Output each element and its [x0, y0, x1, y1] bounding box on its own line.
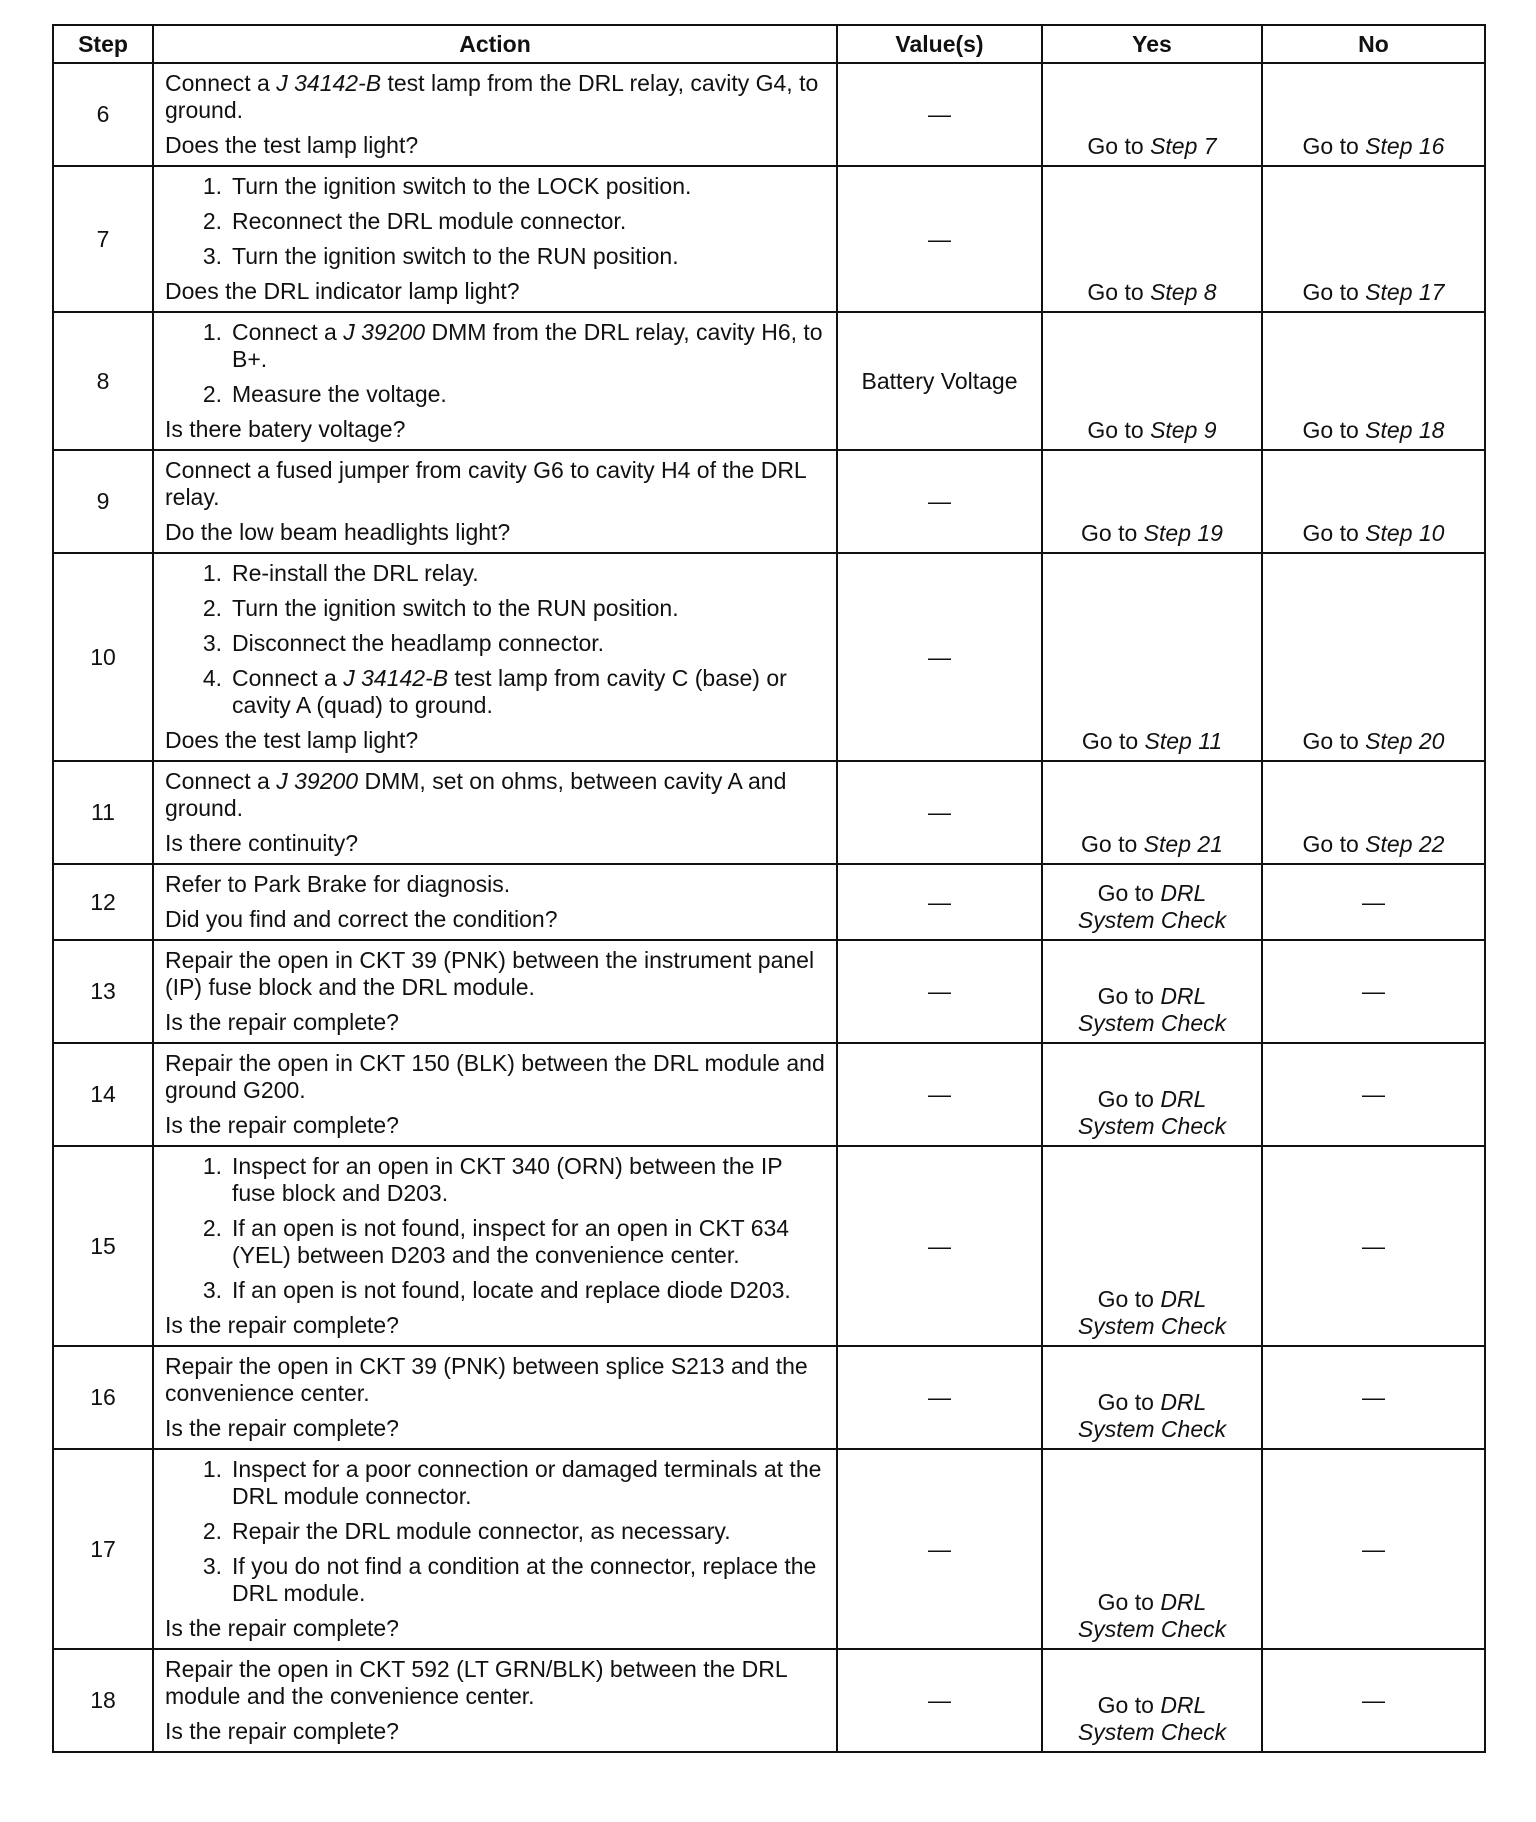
step-number: 18 [53, 1649, 153, 1752]
italic-reference: DRL [1160, 1389, 1207, 1415]
list-text [232, 630, 828, 657]
text-segment: Go to [1097, 1692, 1161, 1718]
italic-reference: DRL [1160, 1086, 1207, 1112]
value-cell: Battery Voltage [837, 312, 1042, 450]
step-number: 7 [53, 166, 153, 312]
italic-reference: System Check [1077, 1313, 1227, 1339]
no-cell: — [1262, 864, 1485, 940]
action-cell [153, 1043, 837, 1146]
text-segment: Go to [1302, 728, 1366, 754]
action-cell [153, 312, 837, 450]
text-segment: Turn the ignition switch to the RUN position. [232, 595, 679, 621]
text-segment: Re-install the DRL relay. [232, 560, 479, 586]
list-text [232, 595, 828, 622]
italic-reference: J 34142-B [343, 665, 449, 691]
step-number: 10 [53, 553, 153, 761]
list-number: 3. [202, 1277, 222, 1303]
text-segment: test lamp from the DRL relay, cavity G4, to ground. [165, 70, 819, 123]
italic-reference: DRL [1160, 983, 1207, 1009]
list-number: 1. [202, 1456, 222, 1482]
list-text [232, 208, 828, 235]
action-question: Is the repair complete? [165, 1415, 399, 1441]
no-cell: — [1262, 940, 1485, 1043]
action-question: Is the repair complete? [165, 1718, 399, 1744]
value-cell: — [837, 450, 1042, 553]
action-question: Do the low beam headlights light? [165, 519, 511, 545]
text-segment: Go to [1097, 1589, 1161, 1615]
list-number: 1. [202, 319, 222, 345]
text-segment: Connect a [165, 70, 277, 96]
action-line [165, 70, 828, 124]
action-question: Is there continuity? [165, 830, 359, 856]
list-text [232, 173, 828, 200]
action-question: Is the repair complete? [165, 1312, 399, 1338]
action-list-item [165, 173, 828, 200]
header-values: Value(s) [837, 25, 1042, 63]
text-segment: Go to [1087, 417, 1151, 443]
italic-reference: J 34142-B [276, 70, 382, 96]
text-segment: Repair the open in CKT 39 (PNK) between the instrument panel (IP) fuse block and the DRL module. [165, 947, 815, 1000]
text-segment: Go to [1081, 728, 1145, 754]
table-row [53, 761, 1485, 864]
list-text [232, 560, 828, 587]
list-number: 1. [202, 1153, 222, 1179]
value-cell: — [837, 1146, 1042, 1346]
value-cell: — [837, 1346, 1042, 1449]
action-question: Is the repair complete? [165, 1615, 399, 1641]
text-segment: Inspect for a poor connection or damaged terminals at the DRL module connector. [232, 1456, 822, 1509]
action-cell [153, 450, 837, 553]
action-line [165, 947, 828, 1001]
step-number: 13 [53, 940, 153, 1043]
action-cell [153, 63, 837, 166]
text-segment: Turn the ignition switch to the LOCK position. [232, 173, 692, 199]
action-list-item [165, 1456, 828, 1510]
action-question: Did you find and correct the condition? [165, 906, 558, 932]
table-row [53, 864, 1485, 940]
text-segment: Go to [1087, 279, 1151, 305]
yes-cell [1042, 940, 1262, 1043]
table-row [53, 940, 1485, 1043]
no-cell [1262, 553, 1485, 761]
header-no: No [1262, 25, 1485, 63]
italic-reference: System Check [1077, 907, 1227, 933]
action-question: Is the repair complete? [165, 1009, 399, 1035]
table-row [53, 553, 1485, 761]
list-number: 2. [202, 208, 222, 234]
italic-reference: Step 22 [1365, 831, 1445, 857]
text-segment: Go to [1097, 1286, 1161, 1312]
table-body [53, 63, 1485, 1752]
action-cell [153, 1146, 837, 1346]
text-segment: Connect a [165, 768, 277, 794]
list-number: 3. [202, 243, 222, 269]
list-text [232, 1553, 828, 1607]
list-number: 1. [202, 560, 222, 586]
text-segment: Go to [1087, 133, 1151, 159]
step-number: 17 [53, 1449, 153, 1649]
text-segment: Connect a [232, 319, 344, 345]
italic-reference: Step 11 [1144, 728, 1223, 754]
no-cell [1262, 166, 1485, 312]
value-cell: — [837, 864, 1042, 940]
yes-cell [1042, 864, 1262, 940]
value-cell: — [837, 761, 1042, 864]
diagnostic-table-page [52, 24, 1484, 1753]
italic-reference: Step 18 [1365, 417, 1445, 443]
list-number: 3. [202, 630, 222, 656]
yes-cell [1042, 312, 1262, 450]
text-segment: Connect a [232, 665, 344, 691]
value-cell: — [837, 553, 1042, 761]
table-row [53, 1449, 1485, 1649]
action-list-item [165, 1553, 828, 1607]
text-segment: Repair the DRL module connector, as necessary. [232, 1518, 731, 1544]
action-line [165, 871, 828, 898]
action-cell [153, 166, 837, 312]
italic-reference: System Check [1077, 1416, 1227, 1442]
header-step: Step [53, 25, 153, 63]
italic-reference: Step 19 [1143, 520, 1223, 546]
table-row [53, 166, 1485, 312]
text-segment: Reconnect the DRL module connector. [232, 208, 627, 234]
action-list-item [165, 208, 828, 235]
text-segment: Connect a fused jumper from cavity G6 to cavity H4 of the DRL relay. [165, 457, 806, 510]
list-text [232, 319, 828, 373]
table-row [53, 1346, 1485, 1449]
step-number: 6 [53, 63, 153, 166]
text-segment: Go to [1097, 1389, 1161, 1415]
action-line [165, 457, 828, 511]
text-segment: If you do not find a condition at the connector, replace the DRL module. [232, 1553, 817, 1606]
no-cell: — [1262, 1346, 1485, 1449]
yes-cell [1042, 63, 1262, 166]
action-cell [153, 1346, 837, 1449]
text-segment: Go to [1302, 279, 1366, 305]
text-segment: Go to [1097, 1086, 1161, 1112]
italic-reference: Step 17 [1365, 279, 1445, 305]
yes-cell [1042, 1449, 1262, 1649]
text-segment: Go to [1097, 880, 1161, 906]
text-segment: Repair the open in CKT 39 (PNK) between splice S213 and the convenience center. [165, 1353, 808, 1406]
no-cell: — [1262, 1043, 1485, 1146]
table-row [53, 312, 1485, 450]
action-question: Does the test lamp light? [165, 132, 419, 158]
yes-cell [1042, 450, 1262, 553]
step-number: 12 [53, 864, 153, 940]
action-cell [153, 864, 837, 940]
list-text [232, 1456, 828, 1510]
value-cell: — [837, 940, 1042, 1043]
italic-reference: System Check [1077, 1113, 1227, 1139]
yes-cell [1042, 1043, 1262, 1146]
action-question: Is the repair complete? [165, 1112, 399, 1138]
no-cell [1262, 312, 1485, 450]
header-yes: Yes [1042, 25, 1262, 63]
no-cell: — [1262, 1146, 1485, 1346]
step-number: 16 [53, 1346, 153, 1449]
list-number: 1. [202, 173, 222, 199]
diagnostic-table [52, 24, 1486, 1753]
action-list-item [165, 630, 828, 657]
italic-reference: DRL [1160, 1692, 1207, 1718]
italic-reference: System Check [1077, 1719, 1227, 1745]
list-text [232, 1153, 828, 1207]
text-segment: If an open is not found, inspect for an open in CKT 634 (YEL) between D203 and the convenience center. [232, 1215, 790, 1268]
table-row [53, 1649, 1485, 1752]
italic-reference: Step 9 [1150, 417, 1217, 443]
text-segment: Go to [1081, 831, 1144, 857]
table-row [53, 1043, 1485, 1146]
step-number: 8 [53, 312, 153, 450]
text-segment: Go to [1302, 520, 1366, 546]
no-cell [1262, 450, 1485, 553]
yes-cell [1042, 761, 1262, 864]
action-cell [153, 1649, 837, 1752]
italic-reference: J 39200 [276, 768, 359, 794]
table-row [53, 1146, 1485, 1346]
text-segment: Go to [1081, 520, 1144, 546]
yes-cell [1042, 166, 1262, 312]
text-segment: Go to [1097, 983, 1161, 1009]
text-segment: DMM, set on ohms, between cavity A and ground. [165, 768, 787, 821]
yes-cell [1042, 1146, 1262, 1346]
list-text [232, 243, 828, 270]
action-line [165, 1353, 828, 1407]
action-list-item [165, 560, 828, 587]
text-segment: Go to [1302, 417, 1366, 443]
value-cell: — [837, 166, 1042, 312]
text-segment: DMM from the DRL relay, cavity H6, to B+. [232, 319, 823, 372]
action-list-item [165, 381, 828, 408]
italic-reference: System Check [1077, 1616, 1227, 1642]
list-number: 2. [202, 381, 222, 407]
text-segment: Repair the open in CKT 592 (LT GRN/BLK) between the DRL module and the convenience center. [165, 1656, 787, 1709]
yes-cell [1042, 1346, 1262, 1449]
list-number: 2. [202, 1518, 222, 1544]
no-cell [1262, 63, 1485, 166]
italic-reference: Step 10 [1365, 520, 1445, 546]
action-list-item [165, 665, 828, 719]
value-cell: — [837, 63, 1042, 166]
step-number: 15 [53, 1146, 153, 1346]
action-question: Is there batery voltage? [165, 416, 406, 442]
no-cell: — [1262, 1449, 1485, 1649]
text-segment: Inspect for an open in CKT 340 (ORN) between the IP fuse block and D203. [232, 1153, 783, 1206]
text-segment: Go to [1302, 831, 1366, 857]
no-cell [1262, 761, 1485, 864]
italic-reference: Step 16 [1365, 133, 1445, 159]
italic-reference: Step 21 [1143, 831, 1223, 857]
text-segment: Turn the ignition switch to the RUN position. [232, 243, 679, 269]
table-row [53, 63, 1485, 166]
italic-reference: Step 8 [1150, 279, 1217, 305]
yes-cell [1042, 1649, 1262, 1752]
italic-reference: Step 20 [1365, 728, 1445, 754]
list-number: 2. [202, 595, 222, 621]
list-text [232, 1215, 828, 1269]
text-segment: Repair the open in CKT 150 (BLK) between the DRL module and ground G200. [165, 1050, 825, 1103]
step-number: 11 [53, 761, 153, 864]
action-question: Does the DRL indicator lamp light? [165, 278, 520, 304]
header-row [53, 25, 1485, 63]
text-segment: Go to [1302, 133, 1366, 159]
list-number: 2. [202, 1215, 222, 1241]
value-cell: — [837, 1649, 1042, 1752]
action-list-item [165, 595, 828, 622]
action-list-item [165, 1518, 828, 1545]
text-segment: Disconnect the headlamp connector. [232, 630, 605, 656]
text-segment: Measure the voltage. [232, 381, 447, 407]
list-number: 3. [202, 1553, 222, 1579]
list-text [232, 1518, 828, 1545]
list-text [232, 665, 828, 719]
action-list-item [165, 319, 828, 373]
text-segment: test lamp from cavity C (base) or cavity A (quad) to ground. [232, 665, 787, 718]
action-line [165, 1656, 828, 1710]
value-cell: — [837, 1449, 1042, 1649]
yes-cell [1042, 553, 1262, 761]
text-segment: If an open is not found, locate and replace diode D203. [232, 1277, 791, 1303]
action-cell [153, 553, 837, 761]
step-number: 9 [53, 450, 153, 553]
list-number: 4. [202, 665, 222, 691]
italic-reference: DRL [1160, 880, 1207, 906]
italic-reference: DRL [1160, 1589, 1207, 1615]
action-line [165, 1050, 828, 1104]
no-cell: — [1262, 1649, 1485, 1752]
header-action: Action [153, 25, 837, 63]
step-number: 14 [53, 1043, 153, 1146]
italic-reference: DRL [1160, 1286, 1207, 1312]
list-text [232, 1277, 828, 1304]
action-line [165, 768, 828, 822]
italic-reference: Step 7 [1150, 133, 1217, 159]
action-list-item [165, 1215, 828, 1269]
action-cell [153, 1449, 837, 1649]
action-list-item [165, 1277, 828, 1304]
list-text [232, 381, 828, 408]
text-segment: Refer to Park Brake for diagnosis. [165, 871, 511, 897]
action-cell [153, 940, 837, 1043]
value-cell: — [837, 1043, 1042, 1146]
action-question: Does the test lamp light? [165, 727, 419, 753]
italic-reference: J 39200 [343, 319, 426, 345]
action-cell [153, 761, 837, 864]
action-list-item [165, 1153, 828, 1207]
action-list-item [165, 243, 828, 270]
italic-reference: System Check [1077, 1010, 1227, 1036]
table-row [53, 450, 1485, 553]
